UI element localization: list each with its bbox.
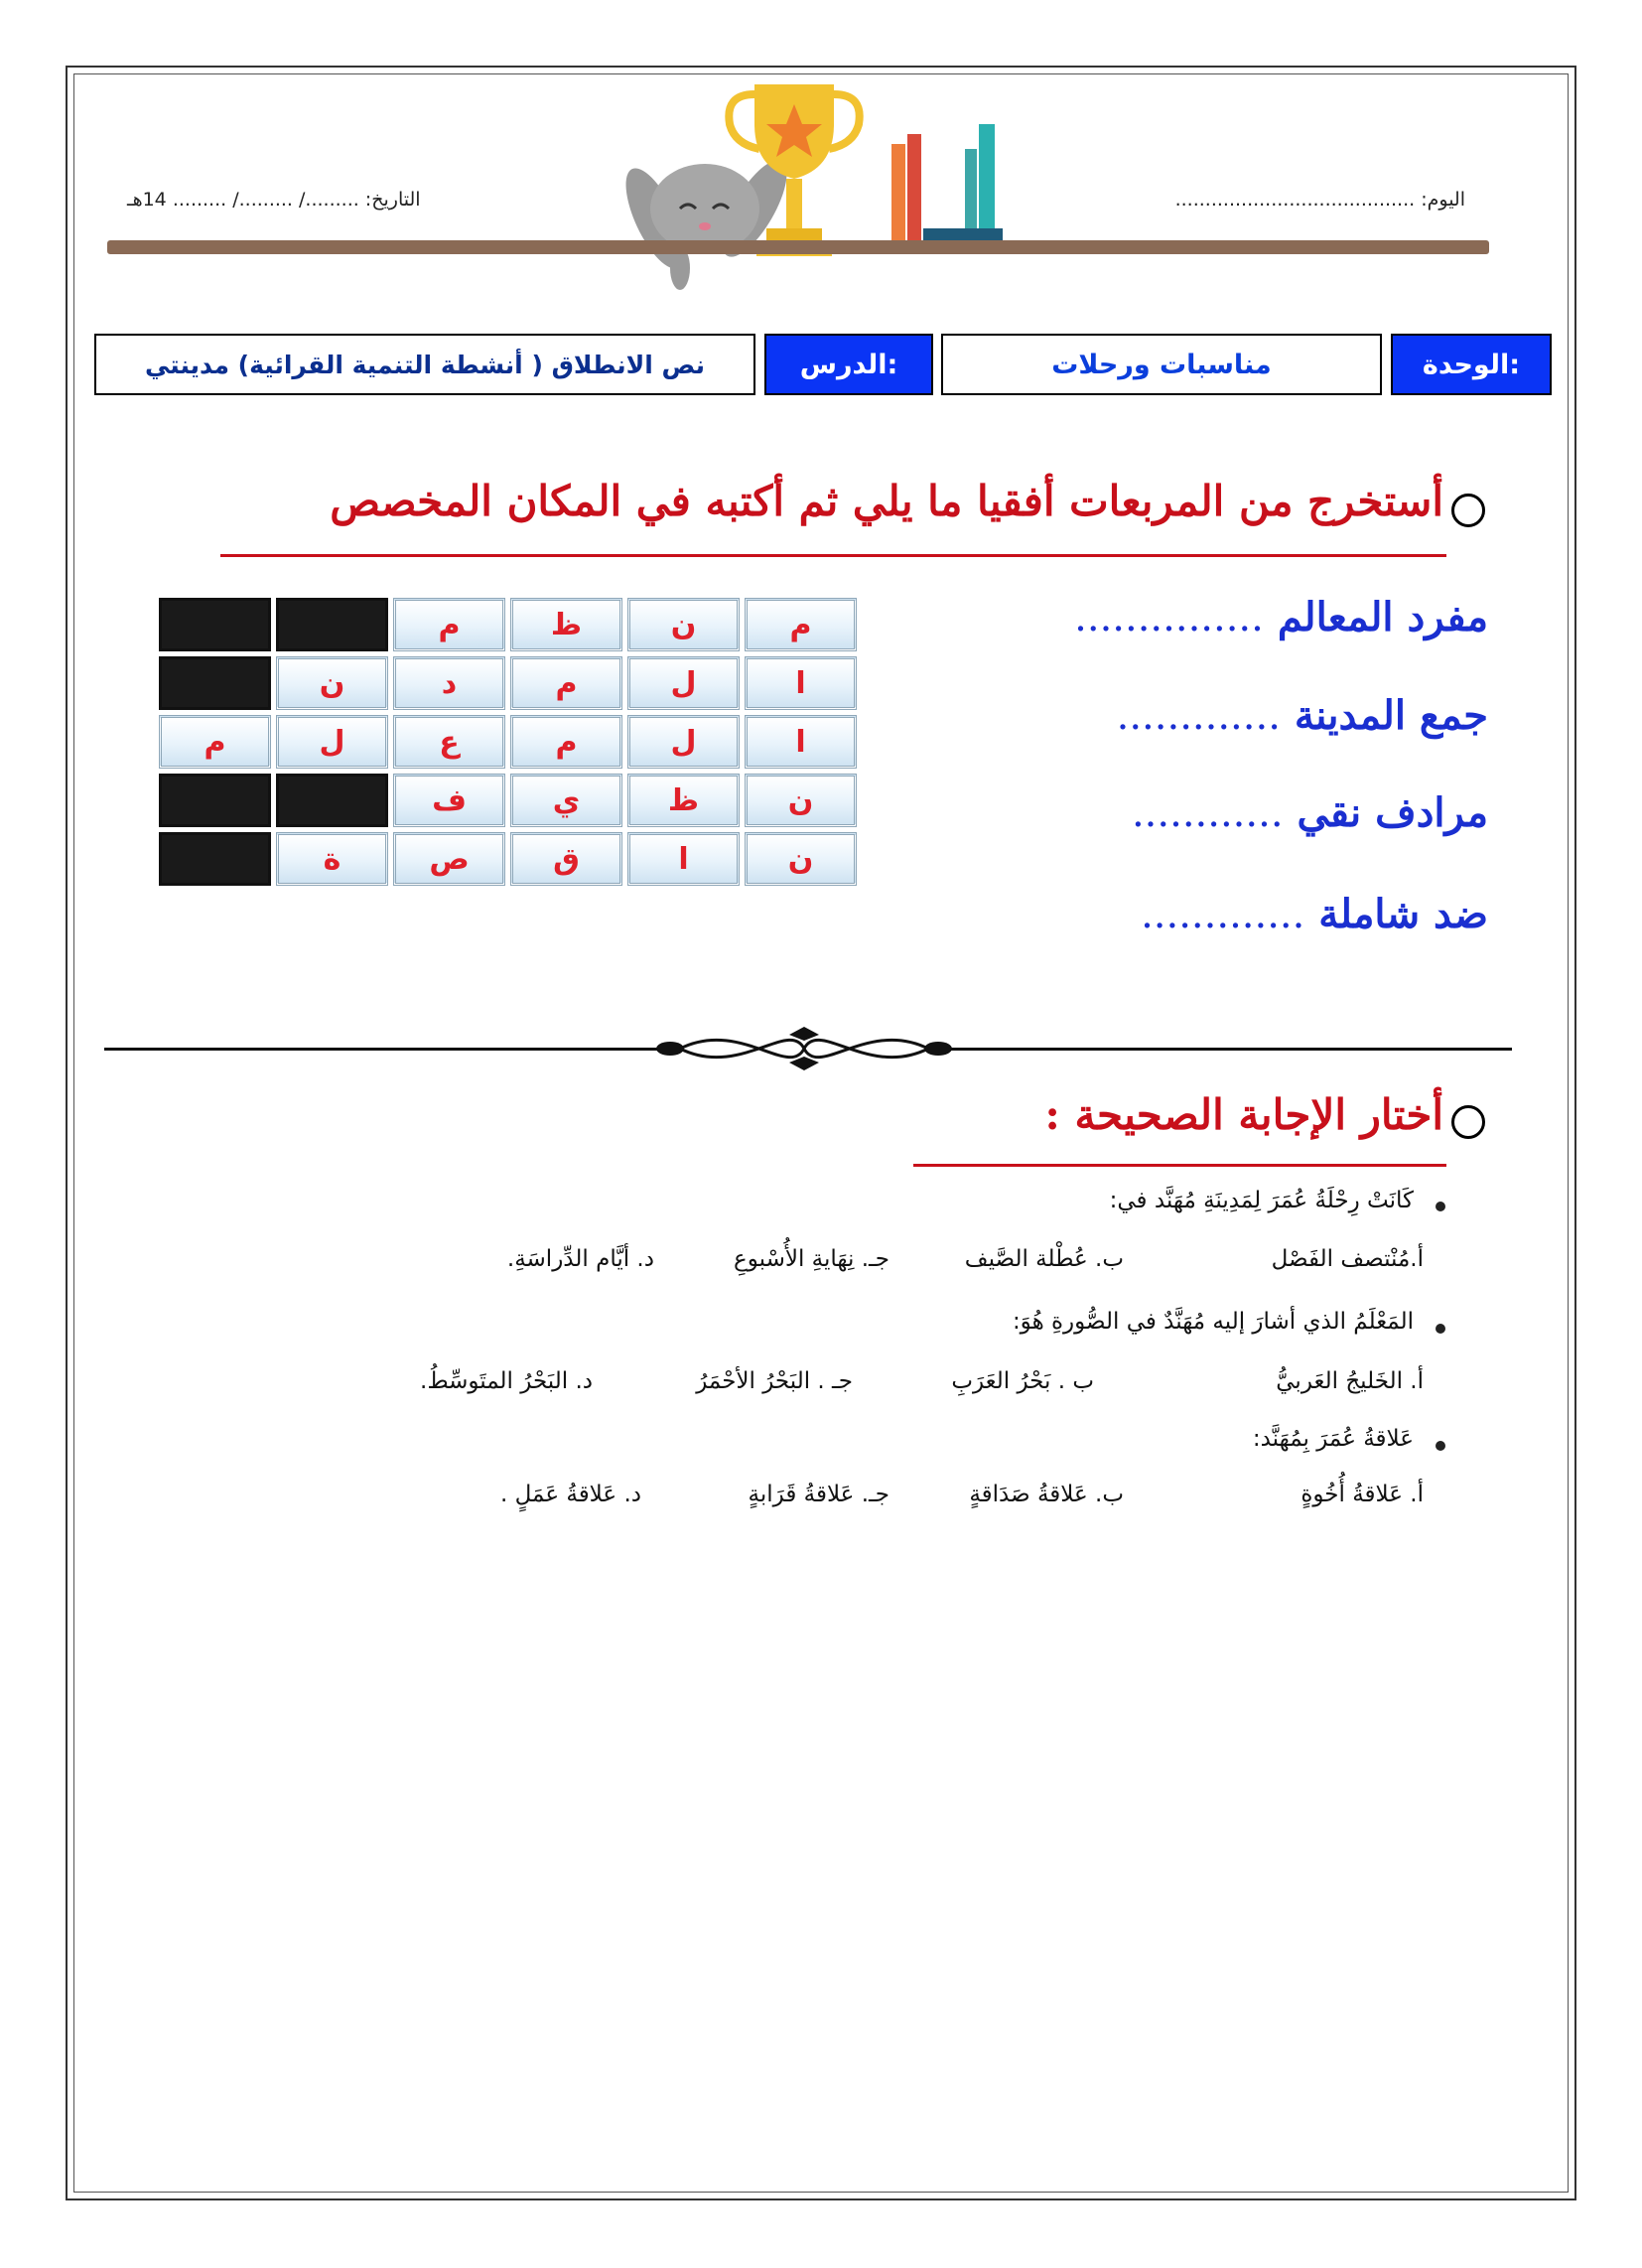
option[interactable]: ب . بَحْرُ العَرَبِ: [951, 1368, 1094, 1394]
question2-item2-stem: المَعْلَمُ الذي أشارَ إليه مُهَنَّدٌ في الصُّورةِ هُوَ:: [1012, 1309, 1414, 1335]
question1-marker-icon: [1451, 494, 1485, 527]
grid-cell: ا: [745, 656, 857, 710]
lesson-value: نص الانطلاق ( أنشطة التنمية القرائية) مدينتي: [94, 334, 755, 395]
grid-cell: ف: [393, 774, 505, 827]
question2-item1-stem: كَانَتْ رِحْلَةُ عُمَرَ لِمَدِينَةِ مُهَنَّد في:: [1109, 1188, 1414, 1213]
option[interactable]: أ. الخَليجُ العَربيُّ: [1276, 1368, 1424, 1394]
grid-cell: ص: [393, 832, 505, 886]
grid-cell: ع: [393, 715, 505, 769]
option[interactable]: د. البَحْرُ المتَوسِّطُ.: [420, 1368, 593, 1394]
grid-cell: ل: [276, 715, 388, 769]
vocab-item-2: جمع المدينة .............: [1116, 692, 1488, 739]
section-divider-right: [948, 1048, 1512, 1051]
unit-value: مناسبات ورحلات: [941, 334, 1382, 395]
grid-cell-blocked: [159, 656, 271, 710]
grid-cell-blocked: [159, 774, 271, 827]
answer-blank[interactable]: ...............: [1074, 595, 1264, 640]
answer-blank[interactable]: .............: [1141, 892, 1305, 937]
bunny-icon: [615, 151, 799, 290]
grid-cell: م: [510, 656, 622, 710]
grid-cell: ا: [627, 832, 740, 886]
lesson-label: الدرس:: [764, 334, 933, 395]
grid-cell: م: [745, 598, 857, 651]
option[interactable]: د. أيَّام الدِّراسَةِ.: [506, 1246, 654, 1272]
letter-grid: [157, 598, 862, 894]
option[interactable]: جـ. نِهَايةِ الأُسْبوعِ: [734, 1246, 889, 1272]
grid-cell-blocked: [276, 774, 388, 827]
grid-cell: م: [393, 598, 505, 651]
grid-cell-blocked: [159, 598, 271, 651]
header-shelf-bar: [107, 240, 1489, 254]
grid-cell-blocked: [159, 832, 271, 886]
grid-cell: م: [159, 715, 271, 769]
bullet-icon: [1436, 1324, 1445, 1334]
vocab-item-1: مفرد المعالم ...............: [1074, 594, 1488, 640]
grid-cell: ن: [745, 774, 857, 827]
question1-underline: [220, 554, 1446, 557]
question2-marker-icon: [1451, 1105, 1485, 1139]
question2-underline: [913, 1164, 1446, 1167]
question2-title: أختار الإجابة الصحيحة :: [1044, 1090, 1443, 1139]
header-illustration: [596, 70, 1013, 298]
answer-blank[interactable]: ............: [1131, 790, 1284, 836]
grid-cell: ن: [276, 656, 388, 710]
question1-title: أستخرج من المربعات أفقيا ما يلي ثم أكتبه في المكان المخصص: [330, 477, 1443, 525]
grid-cell: ل: [627, 715, 740, 769]
option[interactable]: ب. عَلاقةُ صَدَاقةٍ: [969, 1482, 1124, 1507]
grid-cell: ي: [510, 774, 622, 827]
divider-ornament-icon: [650, 1023, 958, 1074]
option[interactable]: أ.مُنْتصف الفَصْل: [1271, 1246, 1424, 1272]
option[interactable]: أ. عَلاقةُ أُخُوةٍ: [1300, 1482, 1424, 1507]
books-icon: [891, 124, 1003, 248]
grid-cell: ل: [627, 656, 740, 710]
grid-cell: ظ: [510, 598, 622, 651]
bullet-icon: [1436, 1202, 1445, 1211]
option[interactable]: جـ . البَحْرُ الأحْمَرُ: [696, 1368, 853, 1394]
grid-cell: ظ: [627, 774, 740, 827]
question2-item3-stem: عَلاقةُ عُمَرَ بِمُهَنَّد:: [1252, 1426, 1414, 1452]
unit-label: الوحدة:: [1391, 334, 1552, 395]
grid-cell-blocked: [276, 598, 388, 651]
grid-cell: ن: [627, 598, 740, 651]
option[interactable]: ب. عُطْلة الصَّيف: [964, 1246, 1124, 1272]
grid-cell: ة: [276, 832, 388, 886]
date-field[interactable]: التاريخ: ........./ ........./ ......... 14هـ: [127, 189, 421, 211]
section-divider-left: [104, 1048, 660, 1051]
answer-blank[interactable]: .............: [1116, 693, 1281, 739]
grid-cell: ن: [745, 832, 857, 886]
option[interactable]: جـ. عَلاقةُ قَرَابةٍ: [748, 1482, 889, 1507]
day-field[interactable]: اليوم: ........................................: [1174, 189, 1465, 211]
bullet-icon: [1436, 1441, 1445, 1451]
vocab-item-4: ضد شاملة .............: [1141, 891, 1488, 937]
option[interactable]: د. عَلاقةُ عَمَلٍ .: [499, 1482, 641, 1507]
grid-cell: ا: [745, 715, 857, 769]
grid-cell: د: [393, 656, 505, 710]
vocab-item-3: مرادف نقي ............: [1131, 789, 1488, 836]
grid-cell: م: [510, 715, 622, 769]
grid-cell: ق: [510, 832, 622, 886]
